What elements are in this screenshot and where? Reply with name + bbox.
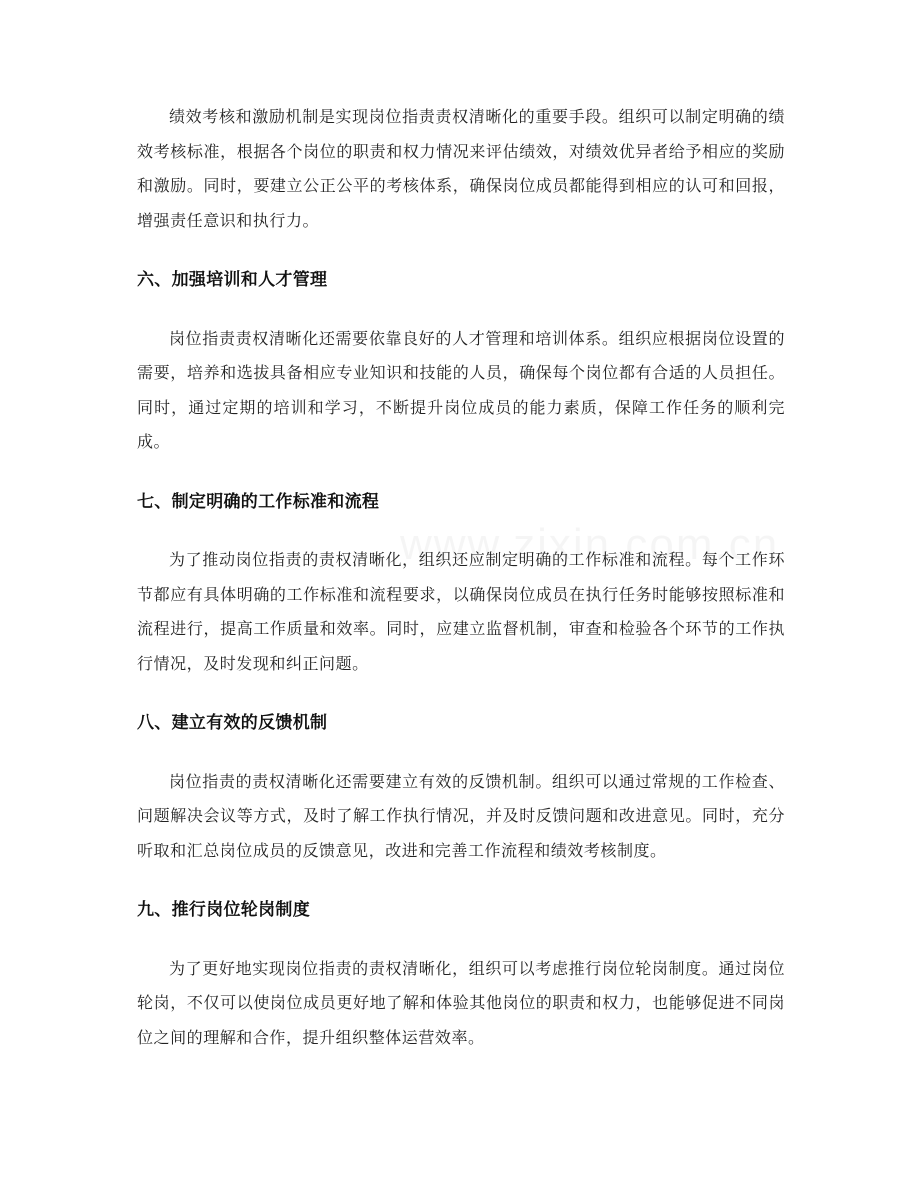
heading-section-6: 六、加强培训和人才管理 [137,270,328,290]
paragraph-section-7: 为了推动岗位指责的责权清晰化，组织还应制定明确的工作标准和流程。每个工作环节都应有具体明确的工作标准和流程要求，以确保岗位成员在执行任务时能够按照标准和流程进行，提高工作质量和效率。同时，应建立监督机制，审查和检验各个环节的工作执行情况，及时发现和纠正问题。 [137,550,785,673]
paragraph-performance-incentive: 绩效考核和激励机制是实现岗位指责责权清晰化的重要手段。组织可以制定明确的绩效考核标准，根据各个岗位的职责和权力情况来评估绩效，对绩效优异者给予相应的奖励和激励。同时，要建立公正公平的考核体系，确保岗位成员都能得到相应的认可和回报，增强责任意识和执行力。 [137,107,785,230]
heading-section-7: 七、制定明确的工作标准和流程 [137,491,380,512]
heading-section-9: 九、推行岗位轮岗制度 [137,900,310,920]
document-body [137,100,785,1055]
paragraph-section-9: 为了更好地实现岗位指责的责权清晰化，组织可以考虑推行岗位轮岗制度。通过岗位轮岗，不仅可以使岗位成员更好地了解和体验其他岗位的职责和权力，也能够促进不同岗位之间的理解和合作，提升组织整体运营效率。 [137,958,785,1047]
heading-section-8: 八、建立有效的反馈机制 [137,713,328,733]
paragraph-section-6: 岗位指责责权清晰化还需要依靠良好的人才管理和培训体系。组织应根据岗位设置的需要，培养和选拔具备相应专业知识和技能的人员，确保每个岗位都有合适的人员担任。同时，通过定期的培训和学习，不断提升岗位成员的能力素质，保障工作任务的顺利完成。 [137,328,785,451]
paragraph-section-8: 岗位指责的责权清晰化还需要建立有效的反馈机制。组织可以通过常规的工作检查、问题解决会议等方式，及时了解工作执行情况，并及时反馈问题和改进意见。同时，充分听取和汇总岗位成员的反馈意见，改进和完善工作流程和绩效考核制度。 [137,771,785,860]
